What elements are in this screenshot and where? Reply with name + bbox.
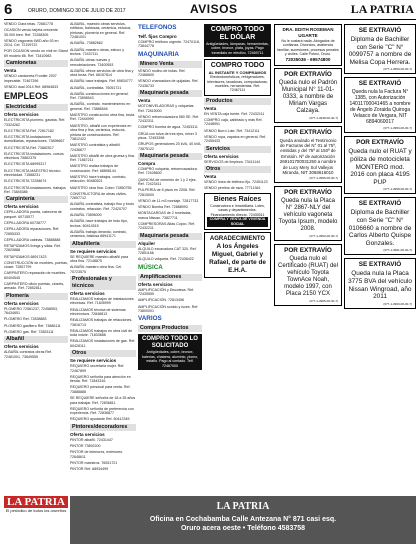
classified-ad: SE REQUIERE maestro albañil para obra fina. 72148875 (70, 254, 129, 263)
column-6 (344, 22, 416, 492)
classified-ad: PINTOR albañil. 72431447 (70, 437, 113, 442)
classified-ad: ALBAÑIL obras nuevas y remodelaciones. 73400553 (70, 58, 114, 67)
category-header: Maquinaria pesada (138, 153, 202, 160)
notice-body: Diploma de Bachiller con Serie "C" N° 0106660 a nombre de Carlos Alberto Quispe Gonzales. (348, 209, 412, 247)
lost-notice (274, 126, 342, 184)
classified-ad: VENDO chancadora de quijadas. Ref. 72436733 (138, 79, 199, 88)
classified-ad: ALBAÑIL construcciones en general. Ref. 73898543 (70, 91, 129, 101)
classified-ad: VENDO perritos de raza. 77711361 (204, 186, 261, 191)
logo-slogan: El periódico de todos los orureños (5, 508, 67, 513)
category-subheader: Se requiere servicios (70, 248, 117, 254)
classified-ad: REALIZAMOS instalaciones de gas. Ref. 60428111 (70, 339, 136, 348)
classified-ad: AMPLIFICACIÓN y Discoteca. Ref. 72435555 (138, 287, 195, 297)
category-header: Pintores/decoradores (70, 424, 136, 431)
classified-ad: PLOMERO Ref. 72838883 (4, 317, 47, 322)
classified-ad: PLOMERO gasfitero Ref. 73886111 (4, 323, 61, 328)
lost-notice (344, 77, 416, 133)
notice-ref: (377-1-3948-06-30-7) (309, 115, 338, 120)
classified-ad: PINTOR de interiores, exteriores. 72848611 (70, 450, 124, 459)
classified-ad: ELECTRICISTA instalaciones, cursos eléctricos 75862375 (4, 151, 64, 161)
classified-ad: QUINCHA de cemento de 1 y 2 ejes. Ref. 72423411 (138, 177, 197, 187)
category-header: Minero Venta (138, 61, 202, 68)
classified-ad: MOTONIVELADORAS y volquetas. Ref. 72815000 (138, 104, 195, 113)
section-title: AVISOS (190, 2, 238, 16)
notice-title: SE EXTRAVIÓ (358, 200, 402, 208)
classified-ad: GRÚA con tolva de tres ejes, mixer 3 pisos. 72453398 (138, 131, 197, 141)
classified-ad: MAESTRO contratista y albañil. 72436677 (70, 143, 121, 152)
notice-ref: (377-1-3962-06-30-7) (309, 234, 338, 239)
classified-ad: VENDO Burro Lote. Ref. 73412111 (204, 128, 260, 133)
logo-name: LA PATRIA (4, 496, 68, 508)
category-header: Profesionales y técnicos (70, 276, 136, 290)
classified-ad: ALQUILO volqueta. Ref. 72436422 (138, 257, 194, 262)
classified-ad: ALQUILO excavadora CAT 320. Ref. 72851166 (138, 246, 197, 256)
classified-ad: CEPILLADORA 60738777 (4, 220, 46, 225)
category-subheader: Se requiere servicios (70, 358, 117, 364)
notice-body: Queda nula la Placa N° 2867-NLY del vehículo vagoneta Toyota Ipsum, modelo 2008. (278, 198, 338, 233)
classified-ad: COMPRO caja, cableado y más Ref. 72448991 (204, 118, 263, 127)
ad-subtitle: AL INSTANTE Y COMPRAMOS (208, 70, 267, 76)
ad-phone: 72035036 - 69574800 (285, 56, 331, 62)
classified-ad: ALBAÑIL 73896000 (70, 212, 102, 217)
classified-ad: RETAPIZAMOS 68917423 (4, 254, 47, 259)
notice-body: Queda anulado el Testimonio de Facturas del N° 01 al 75ª, emitidas y del 75ª al 150ª de Emisión. Nº de autorización 269101700031250 a nombre de Lucy Mery Sol Vallejos Miranda, NIT 3068616010 (279, 137, 337, 176)
lost-notice (274, 68, 342, 123)
notice-title: SE EXTRAVIÓ (358, 80, 402, 88)
category-header: Otros (70, 350, 136, 357)
lost-notice (344, 197, 416, 255)
classified-ad: GRUPOS generadores 20 kVA, 40 kVA. 73875122 (138, 142, 202, 151)
notice-body: Diploma de Bachiller con Serie "C" N° 0099757 a nombre de Melisa Copa Herrera. (348, 36, 412, 66)
classified-ad: CARPINTERO oficio puertas, closets, armado. Ref. 72852811 (4, 281, 65, 291)
lost-notice (344, 24, 416, 74)
classified-ad: PINTOR Ref. 68934499 (70, 466, 109, 471)
ad-title: COMPRO TODO LO SOLICITADO (142, 336, 198, 350)
newspaper-brand: LA PATRIA (350, 2, 414, 16)
footer-address: Oficina en Cochabamba Calle Antezana N° 871 casi esq. (149, 516, 337, 523)
category-subheader: Compra (138, 161, 156, 167)
ad-title: Bienes Raíces (213, 195, 262, 203)
notice-title: POR EXTRAVÍO (284, 128, 332, 136)
compro-todo-ad-2 (204, 59, 271, 96)
ad-body: Electrodomésticos, refrigeradores, televisores, lavadoras, computadoras, muebles, herramientas. Ref. 72467111 (207, 75, 268, 93)
classified-ad: MAESTRO albañil de obra gruesa y fina. Ref. 71867211 (70, 153, 135, 163)
notice-title: POR EXTRAVÍO (356, 139, 404, 147)
bienes-raices-ad (204, 193, 271, 230)
category-subheader: Venta (4, 68, 17, 74)
classified-ad: ELECTRICISTA MAESTRO técnico electricidad. 71588231 (4, 168, 61, 178)
column-2 (70, 22, 136, 530)
column-1 (4, 22, 68, 492)
category-subheader: Oferta servicios (4, 112, 39, 118)
ad-title: COMPRO TODO EL DÓLAR (210, 26, 265, 41)
ad-title: AGRADECIMIENTO (209, 235, 266, 242)
category-subheader: Telf. fijos Compro (138, 34, 177, 39)
footer-phone: Oruro acera oeste • Teléfono 4583758 (180, 525, 306, 532)
classified-ad: OCASION vendo tarjeta creciente 35.000 bien. Ref. 72268305 (4, 28, 58, 37)
classified-ad: ALBAÑIL ofrece servicios de obra fina y obra bruta. Ref. 68157814 (70, 68, 134, 78)
lost-notice (274, 244, 342, 306)
ad-body: Antigüedades, cobre, bronce, baterías, chatarra, aluminio, plomo, estaño. Pago al contado. Telf. 72467000 (141, 350, 199, 368)
column-5 (274, 22, 342, 492)
ad-body: No le costará nada. Abogados de confianza. Divorcios, asistencia familiar, sucesiones, procesos penales y civiles. Calle Potosí, Oruro. (277, 39, 339, 57)
classified-ad: SERVICIOS de limpieza. 73411144 (204, 159, 261, 164)
notice-title: SE EXTRAVIÓ (358, 27, 402, 34)
classified-ad: REALIZAMOS trabajos de instalaciones eléctricas. Ref. 71845999 (70, 297, 134, 306)
column-4 (204, 22, 271, 496)
classified-ad: ELECTRICISTA Ref. 72817182 (4, 128, 54, 133)
notice-ref: (377-1-3953-06-30-7) (383, 126, 412, 131)
category-subheader: Oferta servicios (4, 344, 39, 350)
classified-ad: CEPILLADORA cabinas. 73888888 (4, 237, 61, 242)
classified-ad: ALBAÑIL hace trabajos de todo tipo, techos. 60414515 (70, 219, 129, 228)
notice-ref: (377-1-3956-06-30-7) (309, 176, 338, 181)
notice-ref: (377-1-3950-06-30-7) (383, 67, 412, 72)
classified-ad: ALBAÑIL. 73882662 (70, 41, 103, 46)
classified-ad: REQUIERO ayudante Ref. 60412345 (70, 417, 130, 422)
ad-title: COMPRO TODO (210, 62, 265, 70)
category-header: Electricidad (4, 104, 68, 111)
classified-ad: REALIZAMOS técnica de sistemas electrónicos. 72848813 (70, 307, 126, 317)
classified-ad: ALBAÑIL, maestro obras servicios, edificios, baldosas, cerámica, estucos, pinturas, plomería en general. Ref. 72481001 (70, 22, 132, 40)
page-date: ORURO, DOMINGO 30 DE JULIO DE 2017 (28, 8, 126, 14)
classified-ad: VENDO molino de bolas. Ref. 72466600 (138, 68, 186, 78)
category-subheader: Venta (204, 105, 217, 111)
category-subheader: Oferta servicios (204, 153, 239, 159)
classified-ad: ELECTRICISTA plomero, gasista. Ref. 73324262 (4, 118, 66, 127)
classified-ad: CARPINTERO reparación de muebles. 60404545 (4, 271, 67, 280)
lawyer-ad (274, 24, 342, 66)
notice-body: Queda nula la Placa 3775 BVA del vehículo Nissan Wingroad, año 2011 (348, 270, 412, 301)
category-subheader: Venta (138, 98, 151, 104)
classified-ad: ALBAÑIL contratos obras Ref. 72481001, 73849555 (4, 350, 53, 359)
classified-ad: MAESTRO, albañil con experiencia en obra fina y fina, cerámica, estucos, pintura de construcciones. Ref. 73812422 (70, 123, 132, 141)
category-subheader: Oferta servicios (4, 204, 39, 210)
classified-ad: ELECTRICISTA 68995317 (4, 162, 47, 167)
classified-ad: RETAPIZAMOS livings y sillas. Ref. 72820888 (4, 243, 61, 253)
classified-ad: VENDO Clara telas. 72681778 (4, 22, 53, 26)
notice-body: Queda nulo el Padrón Municipal N° 11-01-0333, a nombre de Miriam Vargas Calzaya. (278, 79, 338, 114)
category-header: Plomería (4, 293, 68, 300)
classified-ad: REQUIERO secretaria mujer. Ref. 72467899 (70, 364, 125, 373)
classified-ad: ALBAÑIL maestro obra fina. Cel. 70723575 (70, 265, 123, 274)
ad-footer: COMPRA Y VENTA DE VIVIENDA SOCIAL (207, 217, 268, 227)
ad-body: A los Ángeles Miguel, Gabriel y Rafael, de parte de E.H.A. (209, 242, 266, 274)
category-subheader: Oferta servicios (70, 431, 105, 437)
classified-ad: EN VENTA caja fuerte. Ref. 72432111 (204, 111, 265, 116)
category-header: Compra Productos (138, 325, 202, 332)
lost-notice (274, 186, 342, 241)
classified-ad: MAESTRO hace trabajos, contrato, refacción. 60480521 (70, 174, 127, 184)
category-subheader: Alquiler (138, 240, 156, 246)
classified-ad: COMPRO bomba de agua. 72453311 (138, 125, 198, 130)
lost-notice (344, 136, 416, 194)
notice-title: POR EXTRAVÍO (284, 70, 332, 78)
category-header: Albañil (4, 336, 68, 343)
classified-ad: ELECTRICISTA instalaciones domiciliarias, reparaciones. 73896667 (4, 135, 65, 144)
classified-ad: REQUIERO señorita de preferencia con experiencia. Ref. 72836877 (70, 406, 134, 416)
category-header: Albañilería (70, 241, 136, 248)
classified-ad: MAESTRO obra fina. Cobro 72850755 (70, 185, 132, 190)
classified-ad: PULPERÍA de 6 pisos en 2008. Ref. 72815000 (138, 188, 196, 197)
column-3 (138, 22, 202, 492)
category-header: Maquinaria pesada (138, 233, 202, 240)
category-subheader: Venta (204, 174, 217, 180)
page-number: 6 (4, 1, 13, 18)
classified-ad: CONSTRUCCIÓN de muebles, puertas, closet. 72857799 (4, 260, 68, 270)
classified-ad: MONTACARGAS de 2 toneladas, marca Nissan. 73827711 (138, 211, 192, 220)
classified-ad: MAESTRO construcción obra fina, bruta. Ref. 72444999 (70, 113, 136, 122)
header-rule (4, 19, 416, 20)
section-header-telefonos: TELEFONOS (138, 24, 177, 31)
classified-ad: ALBAÑIL, contrato, mantenimiento en general. Ref. 73886546 (70, 102, 131, 111)
classified-ad: ALBAÑIL maestro obras, estuco y techos. 72437111 (70, 47, 124, 57)
category-header: Otros (204, 166, 271, 173)
classified-ad: CONSTRUCTORA de obras civiles. 72857712 (70, 191, 127, 201)
classified-ad: VENDO camioneta Frontier 2007 impecable. 72467396 (4, 74, 57, 83)
classified-ad: COMPRO volqueta, retroexcavadora. Ref. 72428600 (138, 167, 198, 176)
category-subheader: Oferta servicios (4, 300, 39, 306)
classified-ad: ALBAÑIL trabaja obrando, contrato, cerámica, baldosa 68941171 (70, 229, 127, 239)
compro-dolar-ad (204, 24, 271, 57)
ad-body: Antigüedades, lámparas, herramientas, cobre, bronce, plata, joyas. Pago inmediato en efectivo. 72469711 (206, 42, 269, 55)
classified-ad: VENDO línea de teléfono fijo. 72451123 (204, 180, 268, 185)
page-header (0, 0, 420, 20)
lost-notice (344, 258, 416, 308)
classified-ad: PINTOR maestros. 76051721 (70, 460, 118, 465)
notice-body: Queda nulo el RUAT y póliza de motocicleta MONTERO mod. 2016 con placa 4195 PUP (348, 148, 412, 186)
classified-ad: ALBAÑIL contratista, trabajo fino y bruto contratos, refacción. Ref. 72420707 (70, 202, 134, 211)
classified-ad: ELECTRICISTA 72258674 (4, 179, 47, 184)
section-header-varios: VARIOS (138, 315, 162, 323)
footer-banner (70, 496, 416, 544)
category-header: Servicios (204, 146, 271, 153)
classified-ad: ALBAÑIL hace trabajos. Ref. 69834777 (70, 79, 133, 84)
classified-ad: AMPLIFICACIÓN. 72813456 (138, 298, 184, 303)
category-header: Productos (204, 98, 271, 105)
classified-ad: SE REQUIERE señorita de 18 a 35 años para trabajar. Ref. 72836811 (70, 396, 136, 405)
classified-ad: REQUIERO personal para venta. Ref. 73888888 (70, 385, 131, 394)
notice-title: POR EXTRAVÍO (284, 247, 332, 255)
classified-ad: AMPLIFICACIÓN sonido y luces. Ref. 73800001 (138, 304, 199, 313)
classified-ad: ELECTRICISTA Ref. 73882517 (4, 145, 54, 150)
classified-ad: VENDO Bomba Ref. 72888993 (138, 205, 188, 210)
category-subheader: Oferta servicios (138, 281, 173, 287)
category-header: Maquinaria pesada (138, 90, 202, 97)
classified-ad: VENDO de 11 m3 montaje. 72817733 (138, 198, 199, 203)
agradecimiento-ad (204, 232, 271, 278)
category-header: Carpintería (4, 196, 68, 203)
classified-ad: COMPRESORAS Atlas Copco. Ref. 72432211 (138, 221, 196, 231)
classified-ad: VENDO dual 2014 Ref. 68984833 (4, 84, 59, 89)
classified-ad: POR OCASION vendo un vinil en Stand 69 modelo 86. Ref. 73410983 (4, 49, 68, 58)
classified-ad: REQUIERO señorita para atención en tienda. Ref. 71843316 (70, 374, 131, 384)
classified-ad: REALIZAMOS trabajos en obra civil de toda índole. 71833688 (70, 328, 133, 338)
notice-ref: (377-1-3963-06-30-7) (383, 301, 412, 306)
la-patria-logo (4, 496, 68, 544)
classified-ad: REALIZAMOS trabajos de refacciones. 73816713 (70, 318, 133, 327)
compro-todo-ad (138, 334, 202, 370)
classified-ad: PLOMERO gas. Ref. 72853111 (4, 329, 54, 334)
ad-body: Constructora e Inmobiliaria. Lotes, casas y departamentos. Financiamiento directo. 72430011 (210, 203, 265, 217)
section-header-empleos: EMPLEOS (4, 91, 49, 102)
classified-ad: VENDO ropa, zapatos en general. Ref. 72455433 (204, 134, 267, 144)
classified-ad: VENDO retroexcavadora 580 SE. Ref. 72432311 (138, 114, 200, 124)
footer-title: LA PATRIA (216, 501, 270, 512)
notice-body: Queda nulo el Certificado (RUAT) del vehículo Toyota TownAce Noah, modelo 1997, con Placa 2150 YCX (278, 256, 338, 298)
classified-ad: ELECTRICISTA instalaciones, trabajos Ref. 73845386 (4, 185, 66, 194)
category-header: Camionetas (4, 60, 68, 67)
section-header-musica: MÚSICA (138, 263, 163, 271)
classified-ad: CEPILLADORA reparaciones. Ref. 72855333 (4, 227, 60, 236)
notice-body: Queda nula la Factura N° 1385, con Autorización 14011700041465 a nombre de Ángelo Zoraida Quiroga Velasco de Vergara, NIT 6894060017 (349, 89, 411, 126)
category-header: Amplificaciones (138, 274, 202, 281)
notice-ref: (377-1-3958-06-30-7) (383, 187, 412, 192)
classified-ad: CEPILLADORA puerta, cabecera de parquet. 60715577 (4, 210, 62, 219)
classified-ad: ALBAÑIL, contratista. 76051721 (70, 85, 122, 90)
notice-ref: (377-1-3961-06-30-7) (383, 248, 412, 253)
notice-ref: (377-1-3965-06-30-7) (309, 299, 338, 304)
section-header-maquinaria: MAQUINARIA (138, 50, 179, 58)
category-subheader: Oferta servicios (70, 291, 105, 297)
classified-ad: MAESTRO realiza trabajos de construcción. Ref. 68898144 (70, 164, 119, 173)
classified-ad: PLOMERO 72561237, 72458553, 76434651 (4, 306, 58, 316)
notice-title: POR EXTRAVÍO (284, 189, 332, 197)
ad-title: DRA. EDITH ROSEMAN UGARTE (282, 27, 334, 38)
notice-title: SE EXTRAVIÓ (358, 261, 402, 269)
classified-ad: COMPRO teléfono urgente. 72470118, 73844776 (138, 40, 200, 49)
classified-ad: VENDO vagoneta 4WD año 93 en 2014. Cel. 72199722 (4, 38, 59, 48)
classified-ad: PINTOR 73892200 (70, 443, 101, 448)
